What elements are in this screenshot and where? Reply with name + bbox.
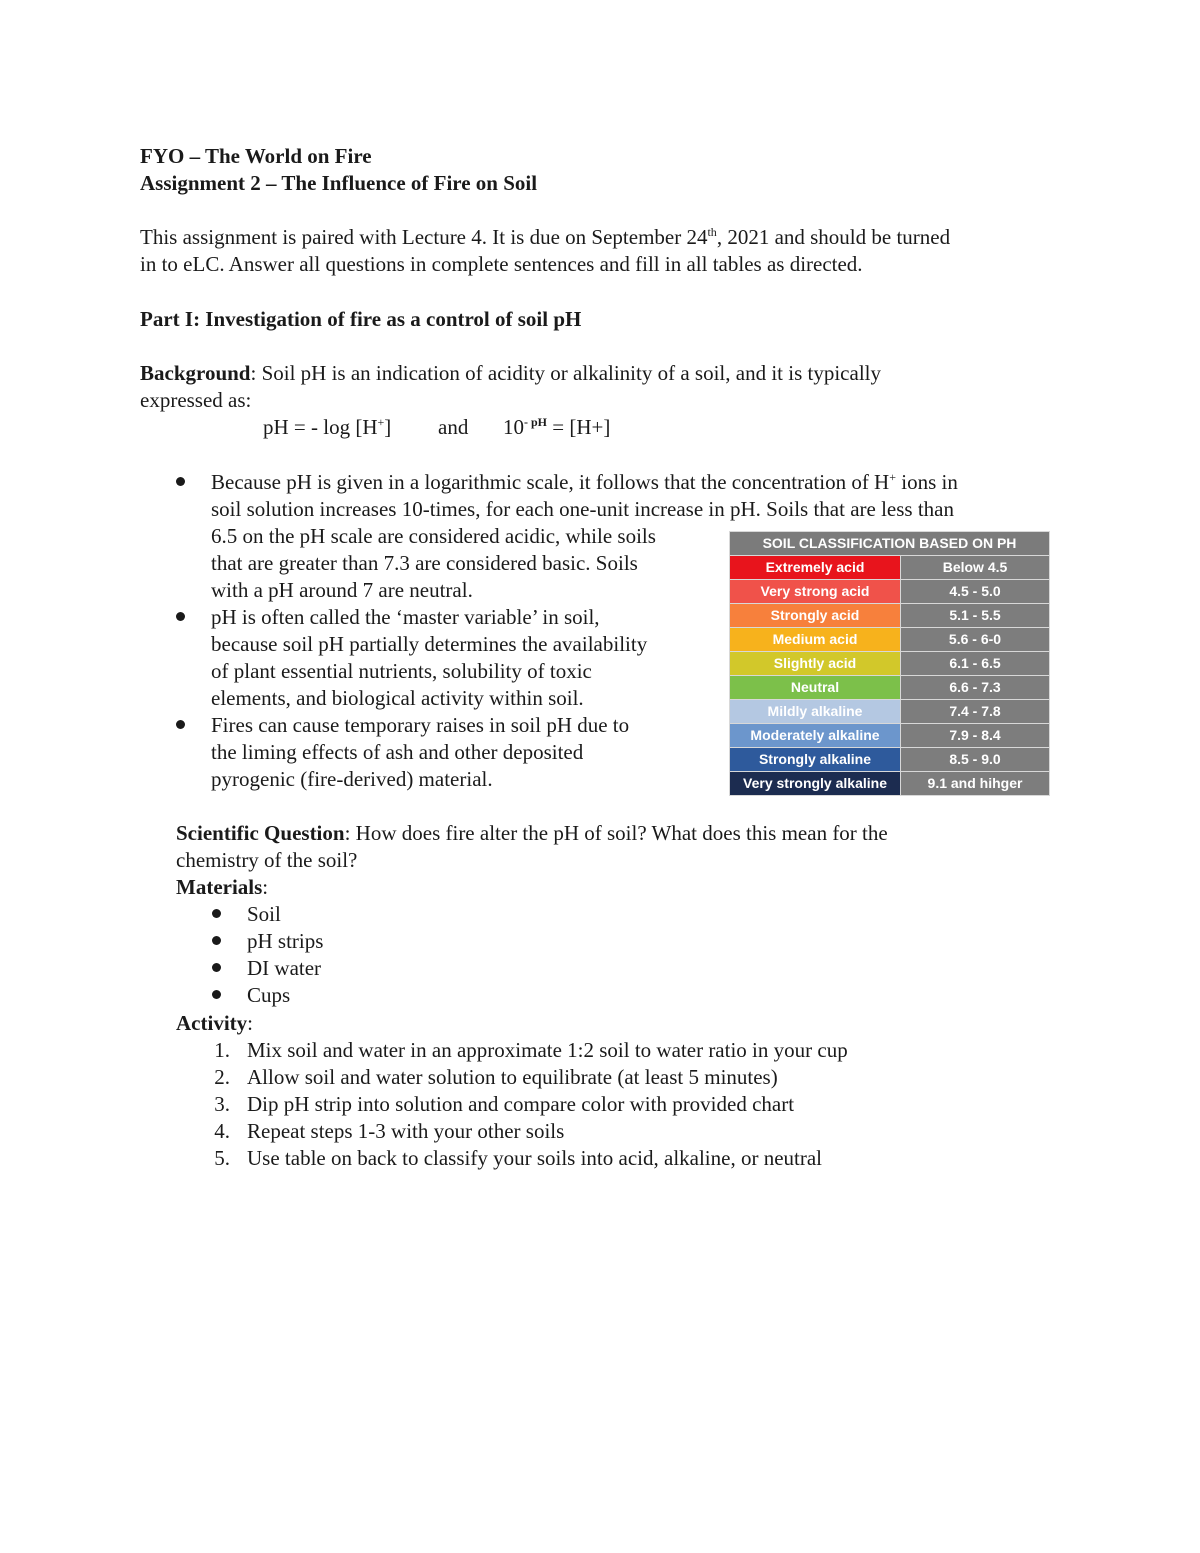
ph-table-title: SOIL CLASSIFICATION BASED ON PH bbox=[730, 532, 1050, 556]
course-title: FYO – The World on Fire bbox=[140, 144, 372, 168]
ph-class-cell: Strongly acid bbox=[730, 604, 901, 628]
ph-class-cell: Neutral bbox=[730, 676, 901, 700]
ph-table-row bbox=[730, 772, 1050, 796]
activity-step-number: 1. bbox=[214, 1038, 230, 1062]
ph-range-cell: Below 4.5 bbox=[901, 556, 1050, 580]
material-item: Cups bbox=[247, 983, 291, 1007]
formula-concentration: $10^{- pH} = [H+]$ bbox=[503, 415, 611, 439]
bullet-2-line-3: of plant essential nutrients, solubility of toxic bbox=[211, 659, 592, 683]
bullet-2-line-1: pH is often called the ‘master variable’ in soil, bbox=[211, 605, 600, 629]
ph-table-row bbox=[730, 628, 1050, 652]
bullet-2-line-2: because soil pH partially determines the availability bbox=[211, 632, 648, 656]
ph-table-row bbox=[730, 556, 1050, 580]
ph-table-row bbox=[730, 580, 1050, 604]
ph-range-cell: 8.5 - 9.0 bbox=[901, 748, 1050, 772]
bullet-2-line-4: elements, and biological activity within soil. bbox=[211, 686, 584, 710]
ph-table-row bbox=[730, 652, 1050, 676]
formula-and: and bbox=[438, 415, 469, 439]
ph-class-cell: Very strong acid bbox=[730, 580, 901, 604]
ph-table-row bbox=[730, 676, 1050, 700]
question-line-2: chemistry of the soil? bbox=[176, 848, 358, 872]
intro-line-2: in to eLC. Answer all questions in complete sentences and fill in all tables as directed. bbox=[140, 252, 863, 276]
ph-class-cell: Extremely acid bbox=[730, 556, 901, 580]
bullet-dot bbox=[176, 477, 185, 486]
ph-range-cell: 5.1 - 5.5 bbox=[901, 604, 1050, 628]
bullet-3-line-3: pyrogenic (fire-derived) material. bbox=[211, 767, 493, 791]
assignment-title: Assignment 2 – The Influence of Fire on Soil bbox=[140, 171, 538, 195]
background-line-1: Background: Soil pH is an indication of acidity or alkalinity of a soil, and it is typically bbox=[140, 361, 881, 385]
material-item: pH strips bbox=[247, 929, 324, 953]
bullet-dot bbox=[212, 909, 221, 918]
materials-heading: Materials: bbox=[176, 875, 269, 899]
activity-step-number: 5. bbox=[214, 1146, 230, 1170]
bullet-1-line-5: with a pH around 7 are neutral. bbox=[211, 578, 473, 602]
activity-heading: Activity: bbox=[176, 1011, 253, 1035]
activity-step-number: 2. bbox=[214, 1065, 230, 1089]
activity-step: Use table on back to classify your soils into acid, alkaline, or neutral bbox=[247, 1146, 823, 1170]
activity-step-number: 4. bbox=[214, 1119, 230, 1143]
question-line-1: Scientific Question: How does fire alter the pH of soil? What does this mean for the bbox=[176, 821, 888, 845]
bullet-1-line-4: that are greater than 7.3 are considered basic. Soils bbox=[211, 551, 638, 575]
material-item: DI water bbox=[247, 956, 322, 980]
bullet-1-line-3: 6.5 on the pH scale are considered acidic, while soils bbox=[211, 524, 656, 548]
bullet-3-line-2: the liming effects of ash and other deposited bbox=[211, 740, 584, 764]
ph-range-cell: 7.4 - 7.8 bbox=[901, 700, 1050, 724]
activity-step-number: 3. bbox=[214, 1092, 230, 1116]
ph-range-cell: 6.6 - 7.3 bbox=[901, 676, 1050, 700]
part1-heading: Part I: Investigation of fire as a control of soil pH bbox=[140, 307, 582, 331]
activity-step: Dip pH strip into solution and compare color with provided chart bbox=[247, 1092, 795, 1116]
ph-classification-table bbox=[729, 531, 1050, 796]
bullet-3-line-1: Fires can cause temporary raises in soil pH due to bbox=[211, 713, 630, 737]
activity-step: Mix soil and water in an approximate 1:2 soil to water ratio in your cup bbox=[247, 1038, 848, 1062]
ph-range-cell: 7.9 - 8.4 bbox=[901, 724, 1050, 748]
material-item: Soil bbox=[247, 902, 281, 926]
activity-step: Allow soil and water solution to equilibrate (at least 5 minutes) bbox=[247, 1065, 778, 1089]
bullet-dot bbox=[176, 612, 185, 621]
ph-class-cell: Strongly alkaline bbox=[730, 748, 901, 772]
bullet-dot bbox=[212, 936, 221, 945]
bullet-dot bbox=[176, 720, 185, 729]
ph-class-cell: Moderately alkaline bbox=[730, 724, 901, 748]
activity-step: Repeat steps 1-3 with your other soils bbox=[247, 1119, 565, 1143]
ph-class-cell: Slightly acid bbox=[730, 652, 901, 676]
background-line-2: expressed as: bbox=[140, 388, 252, 412]
ph-class-cell: Very strongly alkaline bbox=[730, 772, 901, 796]
ph-range-cell: 9.1 and hihger bbox=[901, 772, 1050, 796]
bullet-dot bbox=[212, 963, 221, 972]
ph-table-row bbox=[730, 700, 1050, 724]
ph-range-cell: 4.5 - 5.0 bbox=[901, 580, 1050, 604]
ph-class-cell: Mildly alkaline bbox=[730, 700, 901, 724]
bullet-1-line-1: Because pH is given in a logarithmic scale, it follows that the concentration of H+ ions in bbox=[211, 470, 958, 494]
intro-line-1: This assignment is paired with Lecture 4. It is due on September 24th, 2021 and should be turned bbox=[140, 225, 951, 249]
ph-table-row bbox=[730, 724, 1050, 748]
ph-table-row bbox=[730, 604, 1050, 628]
bullet-1-line-2: soil solution increases 10-times, for each one-unit increase in pH. Soils that are less than bbox=[211, 497, 954, 521]
ph-table-row bbox=[730, 748, 1050, 772]
bullet-dot bbox=[212, 990, 221, 999]
ph-range-cell: 6.1 - 6.5 bbox=[901, 652, 1050, 676]
ph-range-cell: 5.6 - 6-0 bbox=[901, 628, 1050, 652]
formula-ph: pH = - log [H+] bbox=[263, 415, 392, 439]
ph-class-cell: Medium acid bbox=[730, 628, 901, 652]
